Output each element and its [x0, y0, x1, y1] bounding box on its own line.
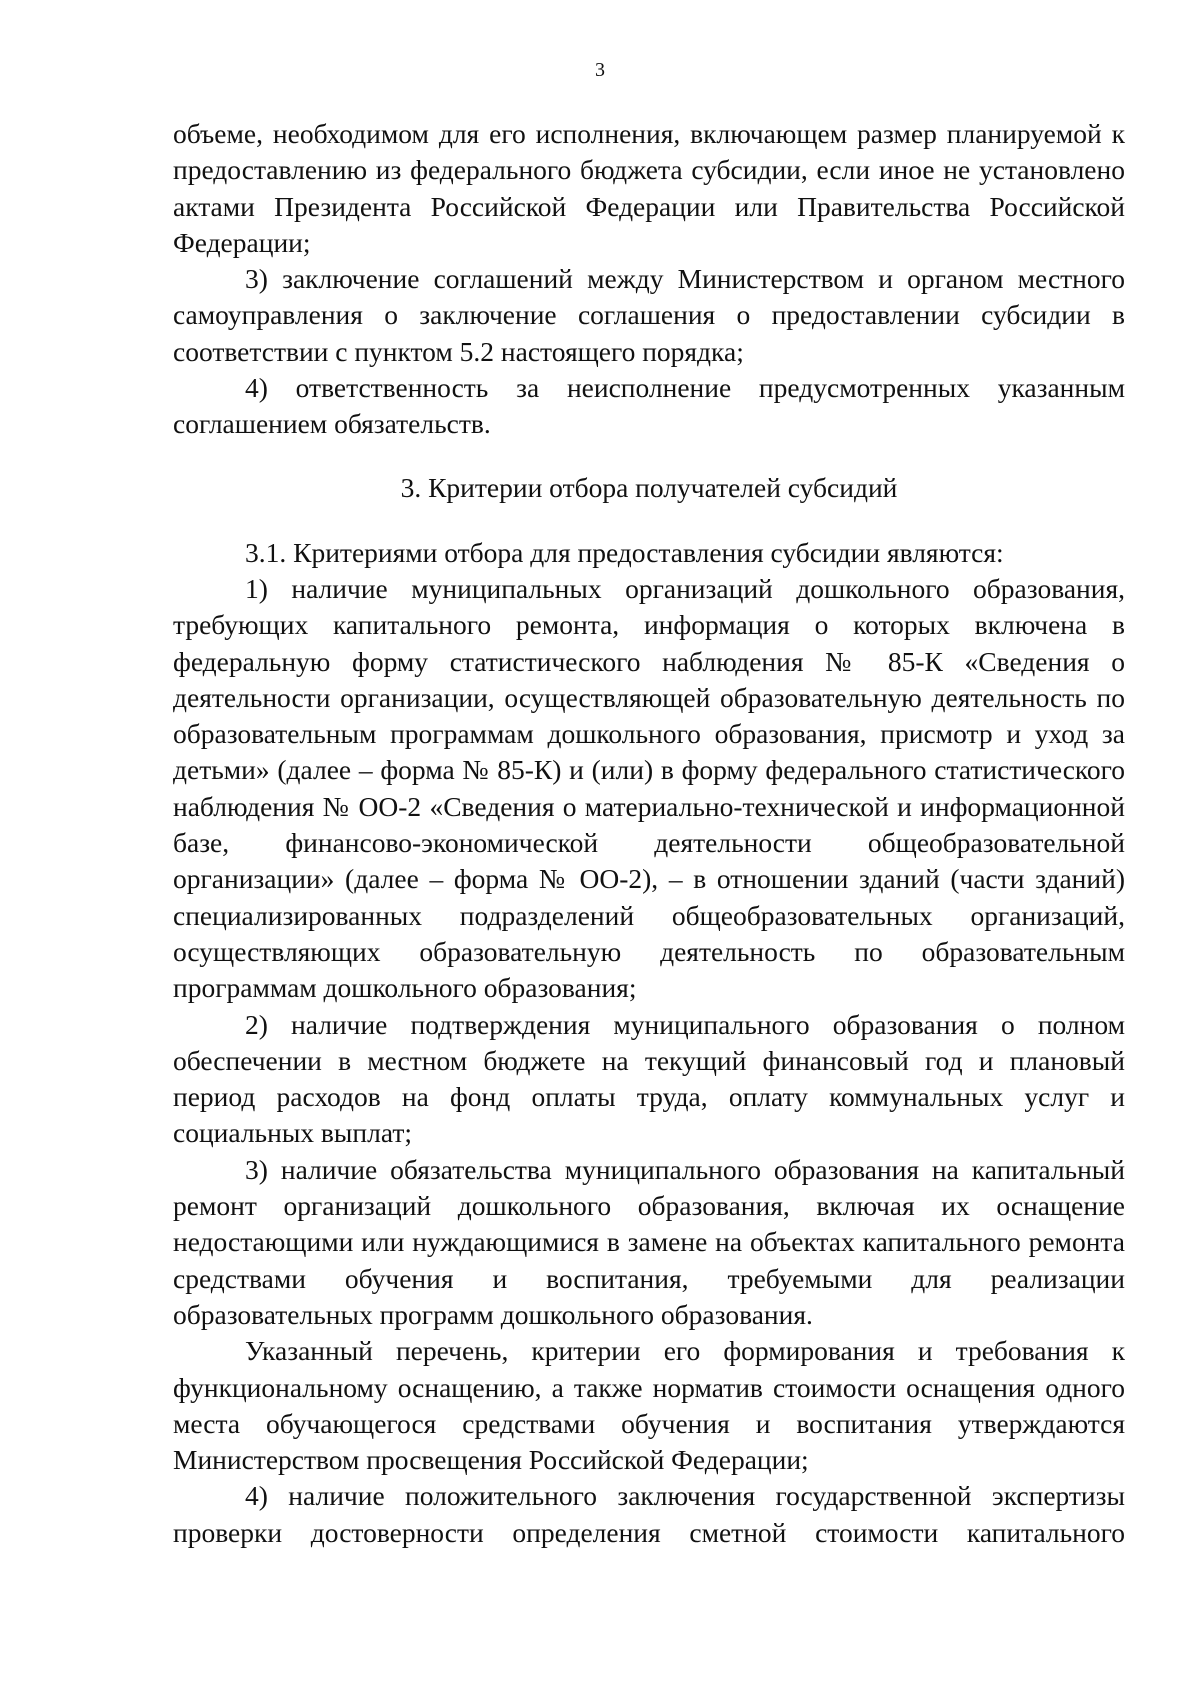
criterion-4: 4) наличие положительного заключения государственной экспертизы проверки достоверности определения сметной стоимости капитального [173, 1480, 1125, 1548]
section-heading: 3. Критерии отбора получателей субсидий [400, 471, 898, 503]
paragraph-item-3: 3) заключение соглашений между Министерством и органом местного самоуправления о заключение соглашения о предоставлении субсидии в соответствии с пунктом 5.2 настоящего порядка; [173, 263, 1125, 367]
paragraph-item-4: 4) ответственность за неисполнение предусмотренных указанным соглашением обязательств. [173, 372, 1125, 440]
criterion-1: 1) наличие муниципальных организаций дошкольного образования, требующих капитального ремонта, информация о которых включена в федеральную форму статистического наблюдения № 85-К «Сведения о деятельности организации, осуществляющей образовательную деятельность по образовательным программам дошкольного образования, присмотр и уход за детьми» (далее – форма № 85-К) и (или) в форму федерального статистического наблюдения № ОО-2 «Сведения о материально-технической и информационной базе, финансово-экономической деятельности общеобразовательной организации» (далее – форма № ОО-2), – в отношении зданий (части зданий) специализированных подразделений общеобразовательных организаций, осуществляющих образовательную деятельность по образовательным программам дошкольного образования; [173, 572, 1125, 1004]
criterion-2: 2) наличие подтверждения муниципального образования о полном обеспечении в местном бюджете на текущий финансовый год и плановый период расходов на фонд оплаты труда, оплату коммунальных услуг и социальных выплат; [173, 1008, 1125, 1149]
page-number: 3 [595, 59, 605, 81]
paragraph-continuation: объеме, необходимом для его исполнения, включающем размер планируемой к предоставлению из федерального бюджета субсидии, если иное не установлено актами Президента Российской Федерации или Правительства Российской Федерации; [173, 118, 1125, 258]
paragraph-list-note: Указанный перечень, критерии его формирования и требования к функциональному оснащению, а также норматив стоимости оснащения одного места обучающегося средствами обучения и воспитания утверждаются Министерством просвещения Российской Федерации; [173, 1335, 1125, 1476]
criterion-3: 3) наличие обязательства муниципального образования на капитальный ремонт организаций дошкольного образования, включая их оснащение недостающими или нуждающимися в замене на объектах капитального ремонта средствами обучения и воспитания, требуемыми для реализации образовательных программ дошкольного образования. [173, 1153, 1125, 1330]
document-body [173, 116, 1125, 1551]
paragraph-3-1: 3.1. Критериями отбора для предоставления субсидии являются: [245, 536, 1004, 568]
